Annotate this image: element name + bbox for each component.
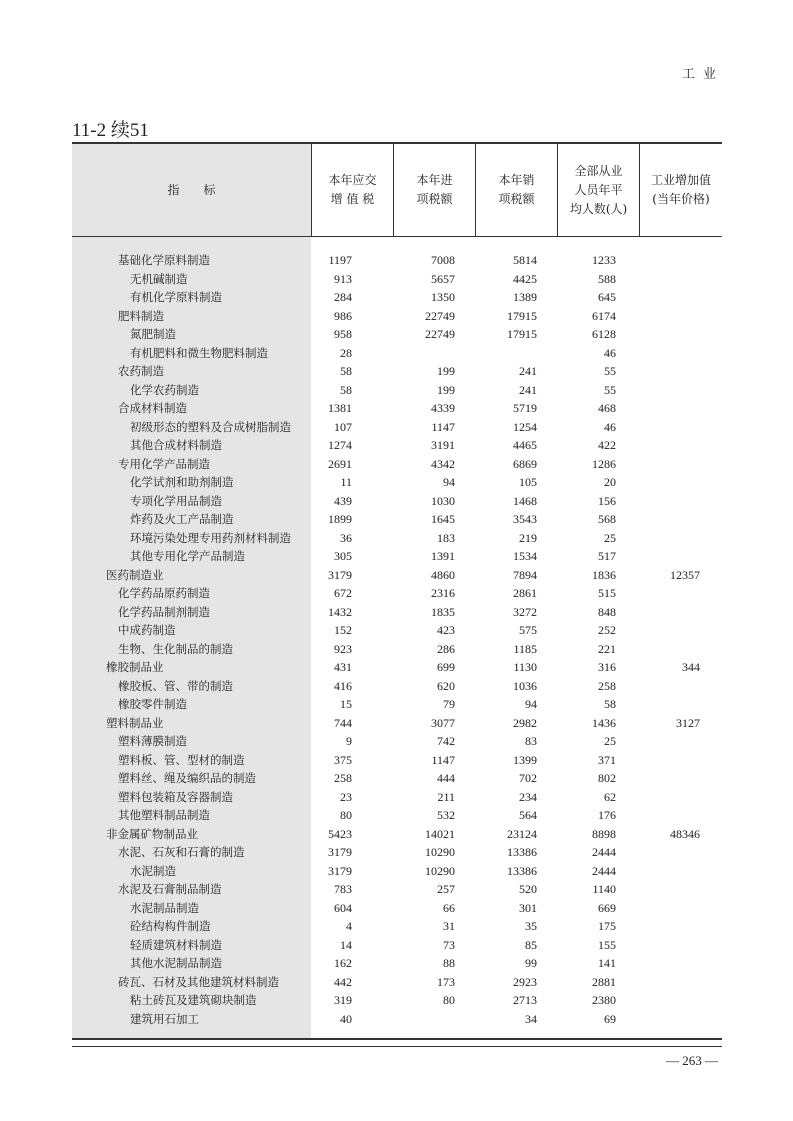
vat-cell: 9 <box>346 734 352 748</box>
vat-cell: 14 <box>340 937 352 952</box>
row-label: 有机化学原料制造 <box>130 290 222 304</box>
table-row <box>72 418 722 437</box>
employees-cell: 468 <box>598 401 616 415</box>
output-tax-cell: 6869 <box>513 456 537 471</box>
table-row <box>72 751 722 770</box>
row-label: 水泥、石灰和石膏的制造 <box>118 845 245 859</box>
input-tax-cell: 7008 <box>431 253 455 267</box>
input-tax-cell: 79 <box>443 697 455 711</box>
employees-cell: 1836 <box>592 567 616 582</box>
row-label: 专项化学用品制造 <box>130 493 222 508</box>
table-row <box>72 973 722 992</box>
employees-cell: 62 <box>604 789 616 804</box>
input-tax-cell: 31 <box>443 919 455 933</box>
employees-cell: 422 <box>598 438 616 452</box>
employees-cell: 46 <box>604 345 616 360</box>
vat-cell: 1432 <box>328 604 352 619</box>
table-row <box>72 381 722 400</box>
row-label: 塑料丝、绳及编织品的制造 <box>118 771 256 785</box>
vat-cell: 2691 <box>328 456 352 471</box>
vat-cell: 58 <box>340 364 352 378</box>
row-label: 合成材料制造 <box>118 401 187 415</box>
output-tax-cell: 2713 <box>513 993 537 1007</box>
row-label: 其他水泥制品制造 <box>130 956 222 970</box>
table-row <box>72 362 722 381</box>
table-row <box>72 936 722 955</box>
vat-cell: 258 <box>334 771 352 785</box>
vat-cell: 1381 <box>328 401 352 415</box>
vat-cell: 1274 <box>328 438 352 452</box>
row-label: 塑料薄膜制造 <box>118 734 187 748</box>
value-added-cell: 344 <box>682 660 700 674</box>
input-tax-cell: 1391 <box>431 549 455 563</box>
row-label: 橡胶零件制造 <box>118 697 187 711</box>
vat-cell: 11 <box>340 475 352 489</box>
table-row <box>72 806 722 825</box>
employees-cell: 802 <box>598 771 616 785</box>
output-tax-cell: 4465 <box>513 438 537 452</box>
output-tax-cell: 1399 <box>513 752 537 767</box>
input-tax-cell: 4860 <box>431 567 455 582</box>
employees-cell: 141 <box>598 956 616 970</box>
employees-cell: 2444 <box>592 845 616 859</box>
vat-cell: 3179 <box>328 863 352 878</box>
input-tax-cell: 80 <box>443 993 455 1007</box>
row-label: 塑料包装箱及容器制造 <box>118 789 233 804</box>
output-tax-cell: 301 <box>519 900 537 915</box>
row-label: 肥料制造 <box>118 308 164 323</box>
input-tax-cell: 211 <box>437 789 455 804</box>
page-number: — 263 — <box>666 1053 718 1068</box>
input-tax-cell: 699 <box>437 660 455 674</box>
column-header-input-tax: 本年进 项税额 <box>416 173 453 206</box>
row-label: 水泥及石膏制品制造 <box>118 882 222 896</box>
input-tax-cell: 423 <box>437 623 455 637</box>
output-tax-cell: 7894 <box>513 567 537 582</box>
input-tax-cell: 199 <box>437 382 455 397</box>
output-tax-cell: 94 <box>525 697 537 711</box>
table-row <box>72 288 722 307</box>
employees-cell: 175 <box>598 919 616 933</box>
input-tax-cell: 742 <box>437 734 455 748</box>
employees-cell: 371 <box>598 752 616 767</box>
input-tax-cell: 1030 <box>431 493 455 508</box>
input-tax-cell: 22749 <box>425 327 455 341</box>
output-tax-cell: 23124 <box>507 826 537 841</box>
table-row <box>72 714 722 733</box>
column-header-indicator: 指 标 <box>167 182 216 197</box>
input-tax-cell: 4339 <box>431 401 455 415</box>
output-tax-cell: 4425 <box>513 271 537 286</box>
output-tax-cell: 5719 <box>513 401 537 415</box>
table-row <box>72 492 722 511</box>
row-label: 水泥制品制造 <box>130 900 199 915</box>
vat-cell: 40 <box>340 1011 352 1026</box>
data-table <box>72 142 722 1039</box>
input-tax-cell: 1147 <box>431 419 455 434</box>
column-header-employees: 全部从业 人员年平 均人数(人) <box>569 163 628 216</box>
input-tax-cell: 532 <box>437 808 455 822</box>
row-label: 生物、生化制品的制造 <box>118 641 233 656</box>
output-tax-cell: 2923 <box>513 974 537 989</box>
row-label: 非金属矿物制品业 <box>106 826 198 841</box>
employees-cell: 176 <box>598 808 616 822</box>
row-label: 化学试剂和助剂制造 <box>130 475 234 489</box>
employees-cell: 156 <box>598 493 616 508</box>
output-tax-cell: 17915 <box>507 327 537 341</box>
table-row <box>72 880 722 899</box>
row-label: 无机碱制造 <box>130 271 188 286</box>
table-title: 11-2 续51 <box>72 120 149 141</box>
employees-cell: 1286 <box>592 456 616 471</box>
output-tax-cell: 702 <box>519 771 537 785</box>
output-tax-cell: 564 <box>519 808 537 822</box>
table-bottom-rule <box>72 1038 722 1040</box>
table-row <box>72 566 722 585</box>
employees-cell: 2444 <box>592 863 616 878</box>
employees-cell: 316 <box>598 660 616 674</box>
row-label: 中成药制造 <box>118 623 176 637</box>
row-label: 初级形态的塑料及合成树脂制造 <box>130 419 291 434</box>
output-tax-cell: 1254 <box>513 419 537 434</box>
vat-cell: 416 <box>334 678 352 693</box>
table-row <box>72 547 722 566</box>
row-label: 粘土砖瓦及建筑砌块制造 <box>130 993 257 1007</box>
output-tax-cell: 241 <box>519 382 537 397</box>
output-tax-cell: 13386 <box>507 863 537 878</box>
employees-cell: 20 <box>604 475 616 489</box>
row-label: 水泥制造 <box>130 863 176 878</box>
output-tax-cell: 1036 <box>513 678 537 693</box>
employees-cell: 55 <box>604 382 616 397</box>
table-row <box>72 344 722 363</box>
input-tax-cell: 444 <box>437 771 455 785</box>
table-row <box>72 307 722 326</box>
employees-cell: 221 <box>598 641 616 656</box>
output-tax-cell: 1185 <box>513 641 537 656</box>
vat-cell: 319 <box>334 993 352 1007</box>
employees-cell: 25 <box>604 530 616 545</box>
table-row <box>72 695 722 714</box>
column-header-value-added: 工业增加值 (当年价格) <box>650 173 711 206</box>
output-tax-cell: 219 <box>519 530 537 545</box>
employees-cell: 69 <box>604 1011 616 1026</box>
table-row <box>72 640 722 659</box>
table-row <box>72 270 722 289</box>
employees-cell: 517 <box>598 549 616 563</box>
table-row <box>72 658 722 677</box>
row-label: 塑料制品业 <box>106 715 164 730</box>
employees-cell: 6174 <box>592 308 616 323</box>
input-tax-cell: 620 <box>437 678 455 693</box>
output-tax-cell: 99 <box>525 956 537 970</box>
employees-cell: 645 <box>598 290 616 304</box>
vat-cell: 744 <box>334 715 352 730</box>
input-tax-cell: 1350 <box>431 290 455 304</box>
employees-cell: 8898 <box>592 826 616 841</box>
table-row <box>72 621 722 640</box>
table-row <box>72 1010 722 1029</box>
employees-cell: 55 <box>604 364 616 378</box>
vat-cell: 152 <box>334 623 352 637</box>
table-row <box>72 251 722 270</box>
output-tax-cell: 34 <box>525 1011 537 1026</box>
vat-cell: 58 <box>340 382 352 397</box>
input-tax-cell: 10290 <box>425 863 455 878</box>
value-added-cell: 3127 <box>676 715 700 730</box>
input-tax-cell: 173 <box>437 974 455 989</box>
row-label: 化学药品原药制造 <box>118 586 210 600</box>
table-row <box>72 788 722 807</box>
header-bottom-rule <box>72 236 722 237</box>
employees-cell: 258 <box>598 678 616 693</box>
section-header: 工 业 <box>681 67 718 82</box>
vat-cell: 604 <box>334 900 352 915</box>
output-tax-cell: 35 <box>525 919 537 933</box>
output-tax-cell: 1468 <box>513 493 537 508</box>
employees-cell: 6128 <box>592 327 616 341</box>
employees-cell: 25 <box>604 734 616 748</box>
employees-cell: 155 <box>598 937 616 952</box>
table-row <box>72 399 722 418</box>
output-tax-cell: 241 <box>519 364 537 378</box>
vat-cell: 3179 <box>328 845 352 859</box>
vat-cell: 284 <box>334 290 352 304</box>
employees-cell: 252 <box>598 623 616 637</box>
output-tax-cell: 2982 <box>513 715 537 730</box>
employees-cell: 2881 <box>592 974 616 989</box>
row-label: 其他塑料制品制造 <box>118 808 210 822</box>
table-row <box>72 899 722 918</box>
output-tax-cell: 3543 <box>513 512 537 526</box>
row-label: 环境污染处理专用药剂材料制造 <box>130 530 291 545</box>
column-header-output-tax: 本年销 项税额 <box>498 173 535 206</box>
row-label: 砖瓦、石材及其他建筑材料制造 <box>118 974 279 989</box>
input-tax-cell: 1645 <box>431 512 455 526</box>
employees-cell: 848 <box>598 604 616 619</box>
row-label: 塑料板、管、型材的制造 <box>118 752 245 767</box>
input-tax-cell: 22749 <box>425 308 455 323</box>
table-row <box>72 991 722 1010</box>
table-row <box>72 954 722 973</box>
row-label: 砼结构构件制造 <box>130 919 211 933</box>
employees-cell: 58 <box>604 697 616 711</box>
employees-cell: 2380 <box>592 993 616 1007</box>
vat-cell: 305 <box>334 549 352 563</box>
vat-cell: 80 <box>340 808 352 822</box>
vat-cell: 442 <box>334 974 352 989</box>
value-added-cell: 12357 <box>670 567 700 582</box>
table-row <box>72 436 722 455</box>
table-row <box>72 584 722 603</box>
table-body <box>72 251 722 1028</box>
table-row <box>72 677 722 696</box>
row-label: 医药制造业 <box>106 567 164 582</box>
input-tax-cell: 286 <box>437 641 455 656</box>
table-row <box>72 473 722 492</box>
table-row <box>72 732 722 751</box>
employees-cell: 568 <box>598 512 616 526</box>
output-tax-cell: 17915 <box>507 308 537 323</box>
employees-cell: 588 <box>598 271 616 286</box>
table-row <box>72 529 722 548</box>
input-tax-cell: 3077 <box>431 715 455 730</box>
vat-cell: 107 <box>334 419 352 434</box>
table-row <box>72 325 722 344</box>
output-tax-cell: 85 <box>525 937 537 952</box>
row-label: 轻质建筑材料制造 <box>130 937 222 952</box>
row-label: 有机肥料和微生物肥料制造 <box>130 345 268 360</box>
table-row <box>72 917 722 936</box>
input-tax-cell: 73 <box>443 937 455 952</box>
vat-cell: 375 <box>334 752 352 767</box>
vat-cell: 28 <box>340 345 352 360</box>
page-bottom-rule <box>72 1046 722 1047</box>
output-tax-cell: 5814 <box>513 253 537 267</box>
column-header-vat: 本年应交 增 值 税 <box>328 173 377 206</box>
input-tax-cell: 88 <box>443 956 455 970</box>
row-label: 其他合成材料制造 <box>130 438 222 452</box>
output-tax-cell: 1389 <box>513 290 537 304</box>
row-label: 专用化学产品制造 <box>118 456 210 471</box>
row-label: 橡胶板、管、带的制造 <box>118 678 233 693</box>
vat-cell: 431 <box>334 660 352 674</box>
output-tax-cell: 3272 <box>513 604 537 619</box>
vat-cell: 15 <box>340 697 352 711</box>
input-tax-cell: 199 <box>437 364 455 378</box>
table-row <box>72 825 722 844</box>
input-tax-cell: 94 <box>443 475 455 489</box>
input-tax-cell: 66 <box>443 900 455 915</box>
table-row <box>72 510 722 529</box>
vat-cell: 439 <box>334 493 352 508</box>
value-added-cell: 48346 <box>670 826 700 841</box>
table-row <box>72 603 722 622</box>
vat-cell: 4 <box>346 919 352 933</box>
employees-cell: 669 <box>598 900 616 915</box>
input-tax-cell: 2316 <box>431 586 455 600</box>
input-tax-cell: 257 <box>437 882 455 896</box>
output-tax-cell: 1534 <box>513 549 537 563</box>
vat-cell: 913 <box>334 271 352 286</box>
output-tax-cell: 105 <box>519 475 537 489</box>
input-tax-cell: 3191 <box>431 438 455 452</box>
vat-cell: 986 <box>334 308 352 323</box>
output-tax-cell: 2861 <box>513 586 537 600</box>
vat-cell: 958 <box>334 327 352 341</box>
vat-cell: 783 <box>334 882 352 896</box>
vat-cell: 1899 <box>328 512 352 526</box>
employees-cell: 1140 <box>592 882 616 896</box>
vat-cell: 36 <box>340 530 352 545</box>
output-tax-cell: 234 <box>519 789 537 804</box>
employees-cell: 1436 <box>592 715 616 730</box>
vat-cell: 3179 <box>328 567 352 582</box>
employees-cell: 1233 <box>592 253 616 267</box>
output-tax-cell: 1130 <box>513 660 537 674</box>
input-tax-cell: 1835 <box>431 604 455 619</box>
vat-cell: 672 <box>334 586 352 600</box>
vat-cell: 23 <box>340 789 352 804</box>
input-tax-cell: 1147 <box>431 752 455 767</box>
row-label: 基础化学原料制造 <box>118 253 210 267</box>
vat-cell: 1197 <box>328 253 352 267</box>
output-tax-cell: 13386 <box>507 845 537 859</box>
row-label: 其他专用化学产品制造 <box>130 549 245 563</box>
row-label: 氮肥制造 <box>130 327 176 341</box>
table-row <box>72 862 722 881</box>
row-label: 炸药及火工产品制造 <box>130 512 234 526</box>
input-tax-cell: 183 <box>437 530 455 545</box>
input-tax-cell: 5657 <box>431 271 455 286</box>
output-tax-cell: 520 <box>519 882 537 896</box>
employees-cell: 46 <box>604 419 616 434</box>
input-tax-cell: 4342 <box>431 456 455 471</box>
vat-cell: 923 <box>334 641 352 656</box>
row-label: 化学农药制造 <box>130 382 199 397</box>
employees-cell: 515 <box>598 586 616 600</box>
row-label: 农药制造 <box>118 364 164 378</box>
output-tax-cell: 575 <box>519 623 537 637</box>
table-row <box>72 843 722 862</box>
input-tax-cell: 10290 <box>425 845 455 859</box>
table-row <box>72 769 722 788</box>
row-label: 化学药品制剂制造 <box>118 604 210 619</box>
vat-cell: 5423 <box>328 826 352 841</box>
row-label: 建筑用石加工 <box>130 1011 199 1026</box>
vat-cell: 162 <box>334 956 352 970</box>
row-label: 橡胶制品业 <box>106 660 164 674</box>
input-tax-cell: 14021 <box>425 826 455 841</box>
table-row <box>72 455 722 474</box>
output-tax-cell: 83 <box>525 734 537 748</box>
